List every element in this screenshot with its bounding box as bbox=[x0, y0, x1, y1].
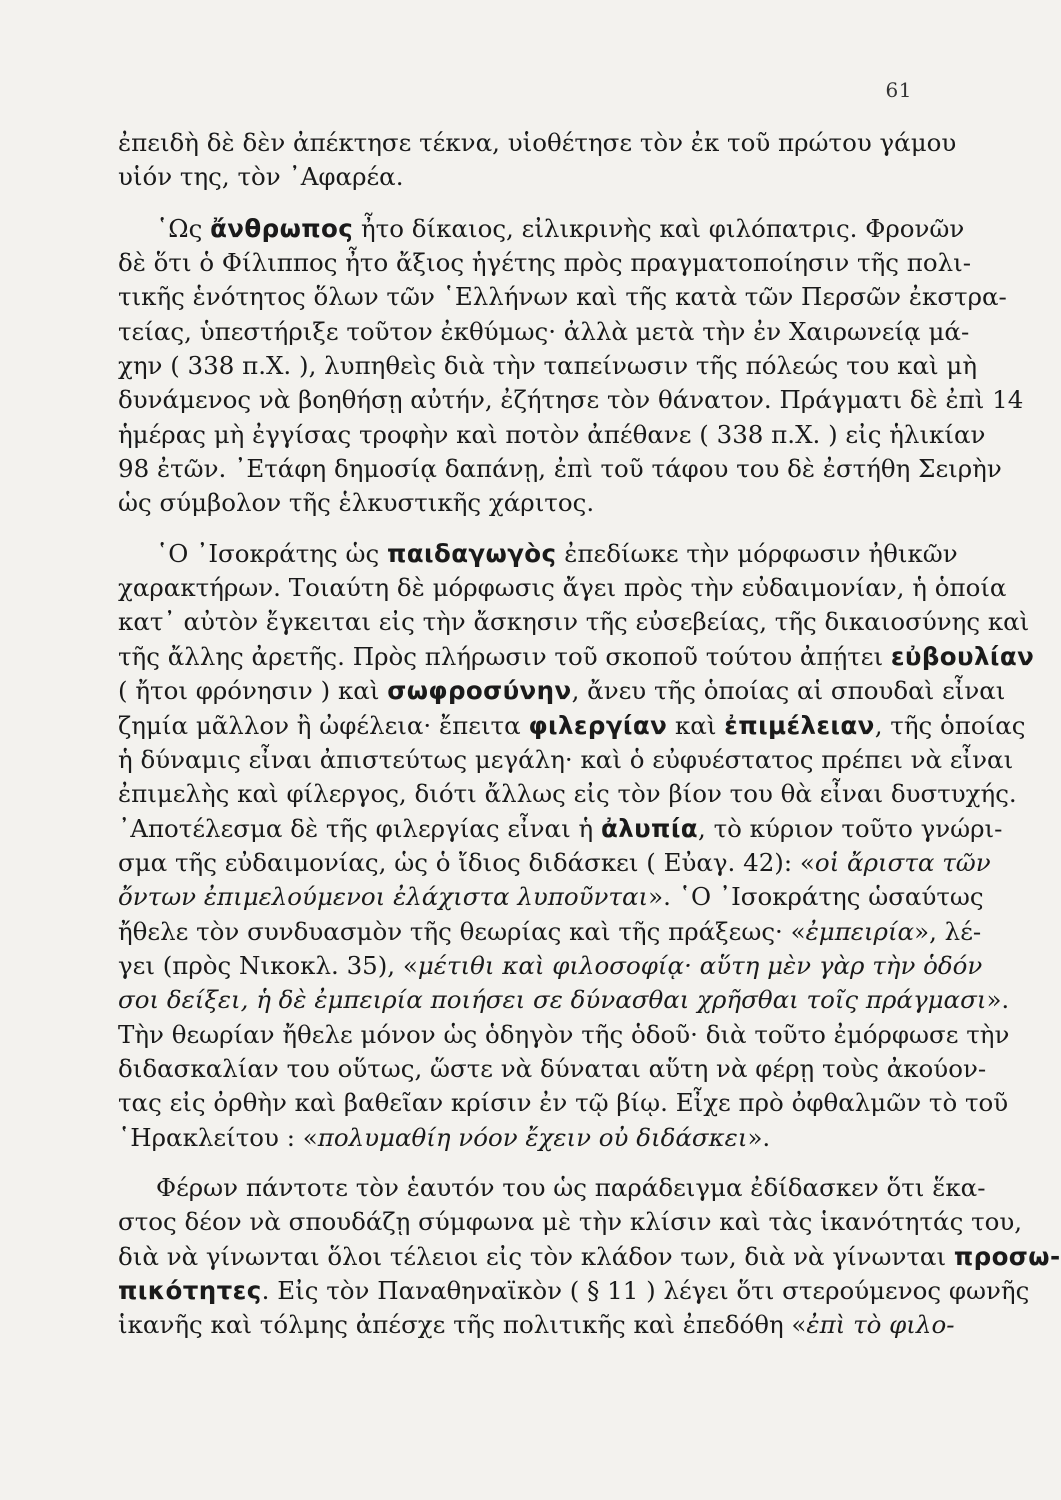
quotation-italic: ἐμπειρία bbox=[805, 916, 915, 946]
text-line bbox=[118, 640, 1035, 674]
text-run: », λέ- bbox=[914, 916, 982, 946]
text-run: ». bbox=[747, 1122, 771, 1152]
text-run: σμα τῆς εὐδαιμονίας, ὡς ὁ ἴδιος διδάσκει ( Εὐαγ. 42): « bbox=[118, 847, 815, 877]
text-run: ἡ δύναμις εἶναι ἀπιστεύτως μεγάλη· καὶ ὁ εὐφυέστατος πρέπει νὰ εἶναι bbox=[118, 744, 1014, 774]
text-run: ἱκανῆς καὶ τόλμης ἀπέσχε τῆς πολιτικῆς καὶ ἐπεδόθη « bbox=[118, 1310, 807, 1340]
text-line bbox=[118, 605, 1030, 639]
text-line bbox=[118, 212, 965, 246]
text-run: γει (πρὸς Νικοκλ. 35), « bbox=[118, 950, 418, 980]
text-run: χαρακτήρων. Τοιαύτη δὲ μόρφωσις ἄγει πρὸς τὴν εὐδαιμονίαν, ἡ ὁποία bbox=[118, 573, 1007, 603]
text-line bbox=[118, 452, 1002, 486]
text-run: διδασκαλίαν του οὕτως, ὥστε νὰ δύναται αὕτη νὰ φέρῃ τοὺς ἀκούον- bbox=[118, 1053, 987, 1083]
text-run: ζημία μᾶλλον ἢ ὠφέλεια· ἔπειτα bbox=[118, 710, 529, 740]
text-line bbox=[118, 160, 908, 194]
text-line bbox=[118, 1121, 908, 1155]
emphasis-bold: εὐβουλίαν bbox=[890, 641, 1035, 671]
paragraph-gap bbox=[118, 521, 908, 537]
text-run: ῾Ηρακλείτου : « bbox=[118, 1122, 318, 1152]
text-run: ᾿Αποτέλεσμα δὲ τῆς φιλεργίας εἶναι ἡ bbox=[118, 813, 601, 843]
text-line bbox=[118, 983, 1010, 1017]
text-line bbox=[118, 846, 991, 880]
text-run: τας εἰς ὀρθὴν καὶ βαθεῖαν κρίσιν ἐν τῷ βίῳ. Εἶχε πρὸ ὀφθαλμῶν τὸ τοῦ bbox=[118, 1088, 1009, 1118]
text-line bbox=[118, 537, 958, 571]
text-line bbox=[118, 812, 1003, 846]
text-run: Φέρων πάντοτε τὸν ἑαυτόν του ὡς παράδειγμα ἐδίδασκεν ὅτι ἕκα- bbox=[156, 1172, 986, 1202]
text-line bbox=[118, 743, 1014, 777]
emphasis-bold: φιλεργίαν bbox=[528, 710, 668, 740]
text-line bbox=[118, 383, 1024, 417]
emphasis-bold: ἐπιμέλειαν bbox=[724, 710, 875, 740]
text-line bbox=[118, 1205, 1023, 1239]
text-run: διὰ νὰ γίνωνται ὅλοι τέλειοι εἰς τὸν κλάδον των, διὰ νὰ γίνωνται bbox=[118, 1241, 954, 1271]
page-number: 61 bbox=[885, 78, 912, 102]
text-run: χην ( 338 π.Χ. ), λυπηθεὶς διὰ τὴν ταπείνωσιν τῆς πόλεώς του καὶ μὴ bbox=[118, 351, 978, 381]
text-run: ἤθελε τὸν συνδυασμὸν τῆς θεωρίας καὶ τῆς πράξεως· « bbox=[118, 916, 806, 946]
emphasis-bold: ἀλυπία bbox=[600, 813, 699, 843]
quotation-italic: ἐπὶ τὸ φιλο- bbox=[806, 1310, 955, 1340]
text-line bbox=[118, 1274, 1030, 1308]
text-run: , τὸ κύριον τοῦτο γνώρι- bbox=[698, 813, 1003, 843]
paragraph-gap bbox=[118, 1155, 908, 1171]
paragraph bbox=[118, 537, 1035, 1155]
text-run: ῾Ως bbox=[156, 213, 211, 243]
text-line bbox=[118, 949, 983, 983]
text-run: τῆς ἄλλης ἀρετῆς. Πρὸς πλήρωσιν τοῦ σκοποῦ τούτου ἀπῄτει bbox=[118, 641, 891, 671]
text-line bbox=[118, 571, 1007, 605]
text-line bbox=[118, 1240, 1061, 1274]
emphasis-bold: σωφροσύνην bbox=[387, 676, 572, 706]
paragraph-gap bbox=[118, 195, 908, 212]
text-line bbox=[118, 486, 908, 520]
text-line bbox=[118, 915, 982, 949]
text-run: ». ῾Ο ᾿Ισοκράτης ὡσαύτως bbox=[648, 882, 984, 912]
text-run: , ἄνευ τῆς ὁποίας αἱ σπουδαὶ εἶναι bbox=[571, 676, 1006, 706]
text-line bbox=[118, 1052, 987, 1086]
paragraph bbox=[118, 212, 1024, 521]
text-run: ἦτο δίκαιος, εἰλικρινὴς καὶ φιλόπατρις. Φρονῶν bbox=[353, 213, 965, 243]
text-run: ἐπιμελὴς καὶ φίλεργος, διότι ἄλλως εἰς τὸν βίον του θὰ εἶναι δυστυχής. bbox=[118, 779, 1017, 809]
quotation-italic: σοι δείξει, ἡ δὲ ἐμπειρία ποιήσει σε δύνασθαι χρῆσθαι τοῖς πράγμασι bbox=[118, 985, 987, 1015]
text-run: Τὴν θεωρίαν ἤθελε μόνον ὡς ὁδηγὸν τῆς ὁδοῦ· διὰ τοῦτο ἐμόρφωσε τὴν bbox=[118, 1019, 1010, 1049]
emphasis-bold: ἄνθρωπος bbox=[210, 213, 354, 243]
paragraph bbox=[118, 126, 957, 195]
text-line bbox=[118, 418, 986, 452]
text-line bbox=[118, 1171, 986, 1205]
text-run: , τῆς ὁποίας bbox=[874, 710, 1026, 740]
text-run: . Εἰς τὸν Παναθηναϊκὸν ( § 11 ) λέγει ὅτι στερούμενος φωνῆς bbox=[261, 1276, 1030, 1305]
text-line bbox=[118, 349, 978, 383]
text-line bbox=[118, 1086, 1009, 1120]
text-line bbox=[118, 777, 1017, 811]
emphasis-bold: πικότητες bbox=[118, 1276, 262, 1305]
emphasis-bold: παιδαγωγὸς bbox=[387, 538, 557, 568]
emphasis-bold: προσω- bbox=[953, 1241, 1061, 1271]
text-run: ἐπειδὴ δὲ δὲν ἀπέκτησε τέκνα, υἱοθέτησε τὸν ἐκ τοῦ πρώτου γάμου bbox=[118, 128, 957, 157]
text-run: τικῆς ἑνότητος ὅλων τῶν ῾Ελλήνων καὶ τῆς κατὰ τῶν Περσῶν ἐκστρα- bbox=[118, 282, 1007, 312]
text-line bbox=[118, 246, 972, 280]
text-line bbox=[118, 674, 1006, 708]
text-run: κατ᾿ αὐτὸν ἔγκειται εἰς τὴν ἄσκησιν τῆς εὐσεβείας, τῆς δικαιοσύνης καὶ bbox=[118, 607, 1030, 637]
text-run: στος δέον νὰ σπουδάζῃ σύμφωνα μὲ τὴν κλίσιν καὶ τὰς ἱκανότητάς του, bbox=[118, 1207, 1023, 1237]
text-line bbox=[118, 1308, 955, 1342]
text-line bbox=[118, 880, 984, 914]
text-run: ». bbox=[986, 985, 1010, 1015]
text-run: καὶ bbox=[667, 710, 725, 740]
quotation-italic: πολυμαθίη νόον ἔχειν οὐ διδάσκει bbox=[317, 1122, 748, 1152]
paragraph bbox=[118, 1171, 1061, 1343]
text-run: ἡμέρας μὴ ἐγγίσας τροφὴν καὶ ποτὸν ἀπέθανε ( 338 π.Χ. ) εἰς ἡλικίαν bbox=[118, 419, 986, 449]
text-line bbox=[118, 280, 1007, 314]
text-run: υἱόν της, τὸν ᾿Αφαρέα. bbox=[118, 162, 404, 192]
text-line bbox=[118, 1018, 1010, 1052]
text-line bbox=[118, 709, 1026, 743]
text-run: δὲ ὅτι ὁ Φίλιππος ἦτο ἄξιος ἡγέτης πρὸς πραγματοποίησιν τῆς πολι- bbox=[118, 248, 972, 278]
quotation-italic: οἱ ἄριστα τῶν bbox=[814, 847, 991, 877]
text-run: ( ἤτοι φρόνησιν ) καὶ bbox=[118, 676, 388, 706]
text-line bbox=[118, 315, 970, 349]
text-run: ῾Ο ᾿Ισοκράτης ὡς bbox=[156, 538, 388, 568]
text-run: ὡς σύμβολον τῆς ἑλκυστικῆς χάριτος. bbox=[118, 488, 595, 518]
text-run: ἐπεδίωκε τὴν μόρφωσιν ἠθικῶν bbox=[556, 538, 958, 568]
text-run: τείας, ὑπεστήριξε τοῦτον ἐκθύμως· ἀλλὰ μετὰ τὴν ἐν Χαιρωνείᾳ μά- bbox=[118, 316, 970, 346]
text-run: δυνάμενος νὰ βοηθήσῃ αὐτήν, ἐζήτησε τὸν θάνατον. Πράγματι δὲ ἐπὶ 14 bbox=[118, 385, 1024, 415]
text-run: 98 ἐτῶν. ᾿Ετάφη δημοσίᾳ δαπάνῃ, ἐπὶ τοῦ τάφου του δὲ ἐστήθη Σειρὴν bbox=[118, 454, 1002, 484]
quotation-italic: μέτιθι καὶ φιλοσοφίᾳ· αὕτη μὲν γὰρ τὴν ὁδόν bbox=[417, 950, 983, 980]
text-line bbox=[118, 126, 957, 160]
quotation-italic: ὄντων ἐπιμελούμενοι ἐλάχιστα λυποῦνται bbox=[118, 882, 649, 912]
body-text bbox=[118, 126, 1061, 1343]
